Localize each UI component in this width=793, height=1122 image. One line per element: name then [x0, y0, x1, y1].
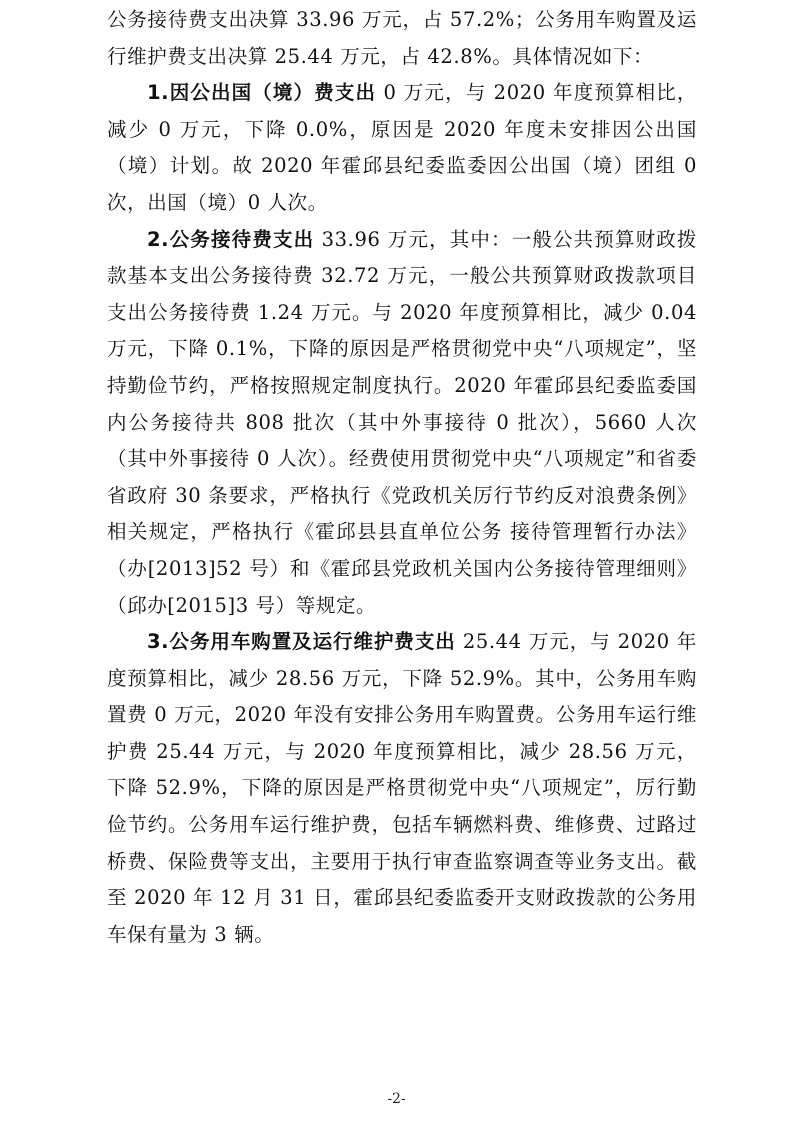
section-body: 25.44 万元，与 2020 年度预算相比，减少 28.56 万元，下降 52.9%。其中，公务用车购置费 0 万元，2020 年没有安排公务用车购置费。公务用车运行维护费 25.44 万元，与 2020 年度预算相比，减少 28.56 万元，下降 52.9%，下降的原因是严格贯彻党中央“八项规定”，厉行勤俭节约。公务用车运行维护费，包括车辆燃料费、维修费、过路过桥费、保险费等支出，主要用于执行审查监察调查等业务支出。截至 2020 年 12 月 31 日，霍邱县纪委监委开支财政拨款的公务用车保有量为 3 辆。: [107, 630, 698, 946]
section-body: 0 万元，与 2020 年度预算相比，减少 0 万元，下降 0.0%，原因是 2020 年度未安排因公出国（境）计划。故 2020 年霍邱县纪委监委因公出国（境）团组 0 次，出国（境）0 人次。: [107, 81, 697, 214]
section-heading: 2.公务接待费支出: [147, 227, 315, 251]
section-heading: 3.公务用车购置及运行维护费支出: [147, 630, 456, 654]
section-outbound-travel: [107, 75, 697, 221]
section-official-reception: [107, 222, 697, 625]
intro-paragraph: 公务接待费支出决算 33.96 万元，占 57.2%；公务用车购置及运行维护费支出决算 25.44 万元，占 42.8%。具体情况如下：: [107, 8, 697, 68]
section-heading: 1.因公出国（境）费支出: [147, 81, 377, 105]
page-number: -2-: [387, 1091, 406, 1107]
section-official-vehicles: [107, 624, 697, 953]
section-body: 33.96 万元，其中：一般公共预算财政拨款基本支出公务接待费 32.72 万元，一般公共预算财政拨款项目支出公务接待费 1.24 万元。与 2020 年度预算相比，减少 0.04 万元，下降 0.1%，下降的原因是严格贯彻党中央“八项规定”，坚持勤俭节约，严格按照规定制度执行。2020 年霍邱县纪委监委国内公务接待共 808 批次（其中外事接待 0 批次），5660 人次（其中外事接待 0 人次）。经费使用贯彻党中央“八项规定”和省委省政府 30 条要求，严格执行《党政机关厉行节约反对浪费条例》相关规定，严格执行《霍邱县县直单位公务 接待管理暂行办法》（办[2013]52 号）和《霍邱县党政机关国内公务接待管理细则》（邱办[2015]3 号）等规定。: [107, 227, 697, 617]
document-body: [107, 2, 697, 953]
